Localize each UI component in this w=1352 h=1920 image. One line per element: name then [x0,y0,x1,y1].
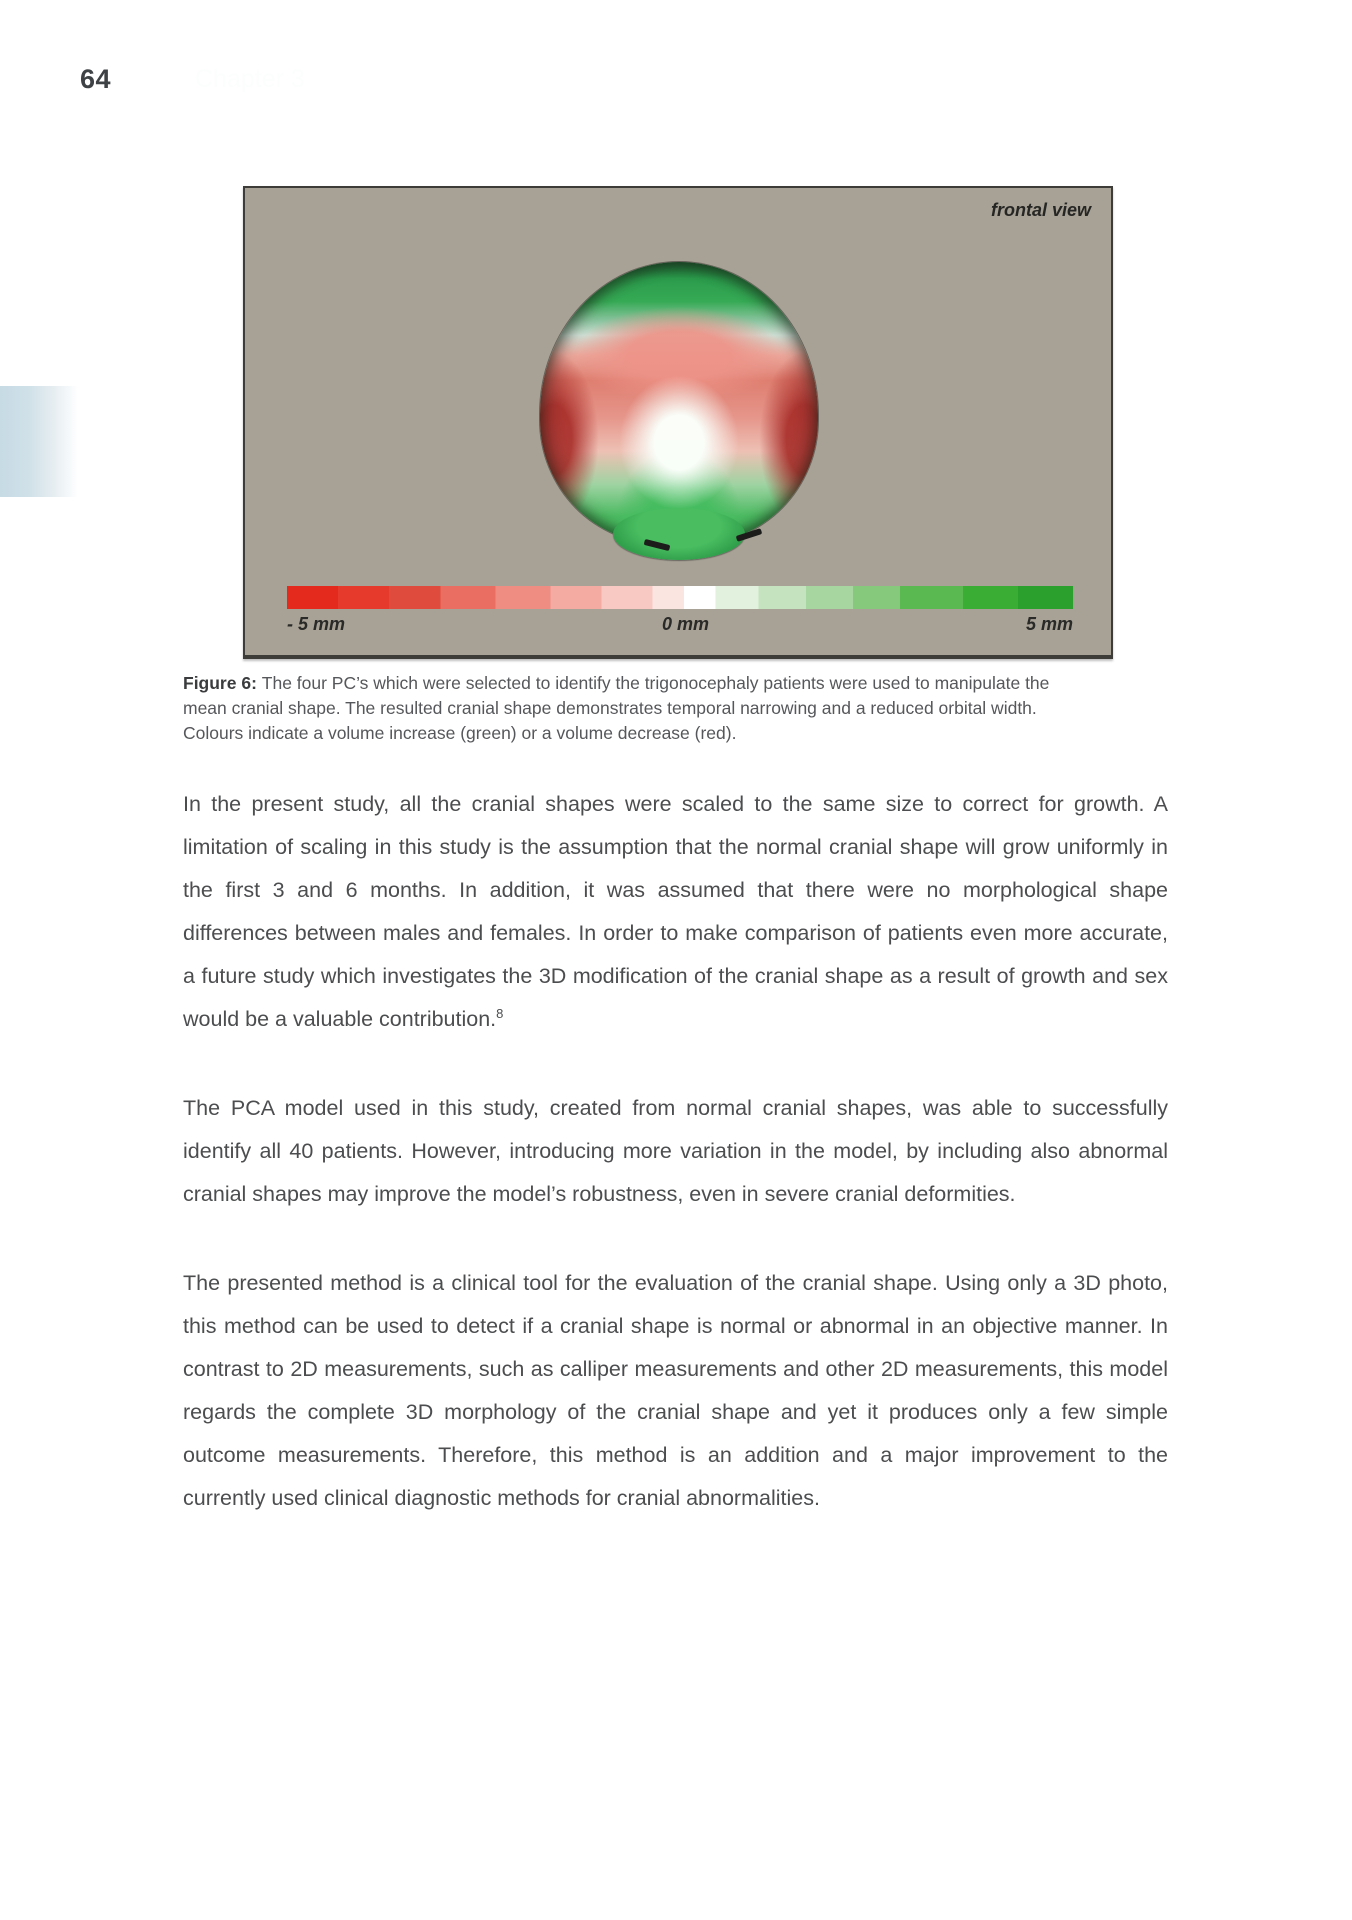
paragraph-1-text: In the present study, all the cranial shapes were scaled to the same size to correct for growth. A limitation of scaling in this study is the assumption that the normal cranial shape will grow uniformly in the first 3 and 6 months. In addition, it was assumed that there were no morphological shape differences between males and females. In order to make comparison of patients even more accurate, a future study which investigates the 3D modification of the cranial shape as a result of growth and sex would be a valuable contribution. [183,792,1168,1031]
side-accent-box [0,386,78,497]
chapter-header-bar [0,56,1352,102]
body-text [183,783,1168,1566]
paragraph-1 [183,783,1168,1041]
volume-scale-labels [287,614,1073,635]
scale-mid-label: 0 mm [661,614,710,634]
paragraph-2: The PCA model used in this study, created from normal cranial shapes, was able to successfully identify all 40 patients. However, introducing more variation in the model, by including also abnormal cranial shapes may improve the model’s robustness, even in severe cranial deformities. [183,1096,1168,1206]
scale-min-label: - 5 mm [287,614,346,634]
chapter-title: Chapter 3 [195,64,305,93]
figure-view-label: frontal view [990,200,1091,220]
figure-caption [183,671,1085,746]
cranial-chin [613,508,745,560]
page-number: 64 [80,63,112,94]
scale-max-label: 5 mm [1025,614,1073,634]
footnote-reference: 8 [496,1005,504,1021]
paragraph-3: The presented method is a clinical tool for the evaluation of the cranial shape. Using only a 3D photo, this method can be used to detect if a cranial shape is normal or abnormal in an objective manner. In contrast to 2D measurements, such as calliper measurements and other 2D measurements, this model regards the complete 3D morphology of the cranial shape and yet it produces only a few simple outcome measurements. Therefore, this method is an addition and a major improvement to the currently used clinical diagnostic methods for cranial abnormalities. [183,1271,1168,1510]
figure-panel [243,186,1113,659]
figure-caption-text: The four PC’s which were selected to identify the trigonocephaly patients were used to manipulate the mean cranial shape. The resulted cranial shape demonstrates temporal narrowing and a reduced orbital width. Colours indicate a volume increase (green) or a volume decrease (red). [183,673,1050,743]
cranial-shape-image [540,262,818,544]
figure-caption-label: Figure 6: [183,673,262,693]
volume-scale-bar [287,586,1073,609]
